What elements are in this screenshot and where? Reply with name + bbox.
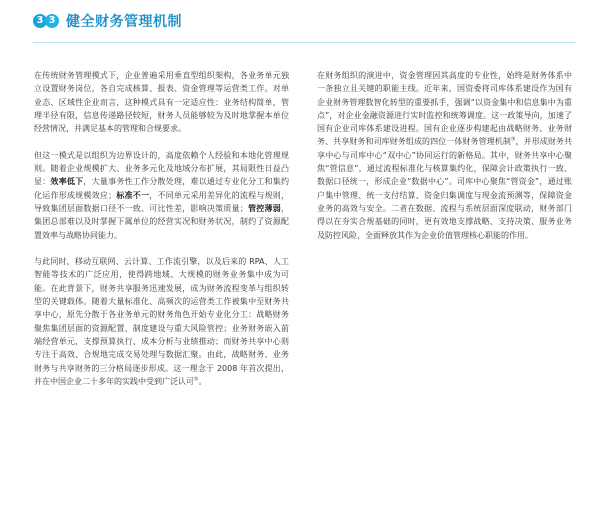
footnote-ref[interactable]: ② <box>194 376 199 383</box>
paragraph: 与此同时，移动互联网、云计算、工作流引擎，以及后来的 RPA、人工智能等技术的广泛应用，使得跨地域、大规模的财务业务集中成为可能。在此背景下，财务共享服务迅速发展，成为财务流程变革与组织转型的关键载体。随着大量标准化、高频次的运营类工作被集中至财务共享中心，原先分散于各业务单元的财务角色开始专业化分工：战略财务聚焦集团层面的资源配置、制度建设与重大风险管控；业务财务嵌入前端经营单元，支撑预算执行、成本分析与业绩推动；而财务共享中心则专注于高效、合规地完成交易处理与数据汇聚。由此，战略财务、业务财务与共享财务的三分格局逐步形成。这一理念于 2008 年首次提出，并在中国企业二十多年的实践中受到广泛认可②。 <box>34 257 289 386</box>
left-column <box>34 69 289 401</box>
bold-term: 效率低下 <box>50 177 84 187</box>
paragraph: 在财务组织的演进中，资金管理因其高度的专业性，始终是财务体系中一条独立且关键的职能主线。近年来，国资委将司库体系建设作为国有企业财务管理数智化转型的重要抓手，强调“以资金集中和信息集中为重点”，对企业金融资源进行实时监控和统筹调度。这一政策导向，加速了国有企业司库体系建设进程。国有企业逐步构建起由战略财务、业务财务、共享财务和司库财务组成的四位一体财务管理机制③，并形成财务共享中心与司库中心“双中心”协同运行的新格局。其中，财务共享中心聚焦“管信息”，通过流程标准化与核算集约化，保障会计政策执行一致、数据口径统一，形成企业“数据中心”。司库中心聚焦“管资金”，通过账户集中管理、统一支付结算、资金归集调度与现金流预测等，保障资金业务的高效与安全。二者在数据、流程与系统层面深度联动，财务部门得以在夯实合规基础的同时，更有效地支撑战略、支持决策、服务业务及防控风险，全面释放其作为企业价值管理核心职能的作用。 <box>317 71 573 240</box>
section-number-digit: 3 <box>45 14 59 28</box>
paragraph: 在传统财务管理模式下，企业普遍采用垂直型组织架构，各业务单元独立设置财务岗位，各自完成核算、报表、资金管理等运营类工作。对单业态、区域性企业而言，这种模式具有一定适应性：业务结构简单，管理半径有限，信息传递路径较短，财务人员能够较为及时地掌握本单位经营情况，并满足基本的管理和合规要求。 <box>34 71 289 134</box>
bold-term: 标准不一 <box>116 190 150 200</box>
section-number-badge <box>33 14 59 28</box>
section-title: 健全财务管理机制 <box>66 14 182 30</box>
header-divider <box>33 42 575 43</box>
section-header <box>33 9 182 33</box>
section-number-digit: 3 <box>33 14 47 28</box>
footnote-ref[interactable]: ③ <box>510 136 516 143</box>
bold-term: 管控薄弱 <box>247 203 282 213</box>
right-column <box>317 69 572 255</box>
paragraph: 但这一模式是以组织为边界设计的，高度依赖个人经验和本地化管理规则。随着企业规模扩大、业务多元化及地域分布扩展，其局限性日益凸显：效率低下，大量事务性工作分散处理，难以通过专业化分工和集约化运作形成规模效应；标准不一，不同单元采用差异化的流程与规则，导致集团层面数据口径不一致、可比性差，影响决策质量；管控薄弱，集团总部难以及时掌握下属单位的经营实况和财务状况，制约了资源配置效率与战略协同能力。 <box>34 150 290 240</box>
